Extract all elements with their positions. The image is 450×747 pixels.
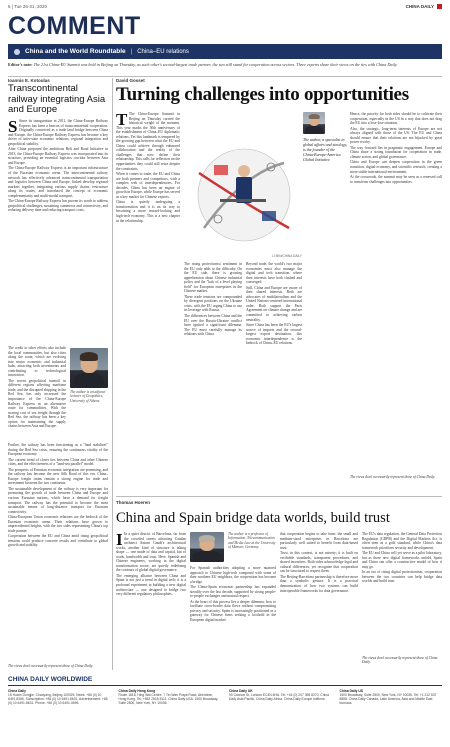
footer-column-name: China Daily Hong Kong xyxy=(118,689,156,693)
divider xyxy=(116,496,442,497)
paragraph: The sustainable development of the railway is very important for promoting the growth of trade between China and Europe and various Eurasian nations, which have a demand for freight transport. The railway has the potential to become the most sustainable means of long-distance transport for Eurasian connectivity. xyxy=(8,486,108,514)
paragraph: The China-Europe Summit in Beijing on Thursday carried the historical weight of the moment. This year marks the 50th anniversary of the establishment of China–EU diplomatic relations. Yet this landmark is tempered by the growing gap between what the EU and China could achieve through enhanced collaboration and the reality of the challenges that now define their relationship. This calls for reflection on the opportunities they could still seize despite the constraints. xyxy=(116,112,180,171)
paragraph: The EU's data regulation, the General Data Protection Regulation (GDPR) and the Digital Markets Act, is often seen as a gold standard, while China's data framework prioritizes security and development. xyxy=(362,532,442,550)
top-bar xyxy=(0,0,450,12)
bottom-col-3 xyxy=(280,532,358,666)
paragraph: At the crossroads, the summit may be seen as a renewed call to transform challenges into opportunities. xyxy=(350,175,442,184)
bottom-col-1 xyxy=(116,532,186,666)
page-date: 6 | Tue 26-31, 2020 xyxy=(8,3,47,9)
paragraph: China and Europe can deepen cooperation in the green transition, digital economy, and scientific research, creating a more stable international environment. xyxy=(350,160,442,174)
main-col-3 xyxy=(246,262,302,492)
banner-subtitle: China–EU relations xyxy=(137,48,189,55)
author-caption: The author is an adjunct lecturer of Geopolitics, University of Athens. xyxy=(70,390,106,403)
paragraph: The credit to other efforts also include the local communities, but also cities along the route, which are evolving into major economic and industrial hubs, attracting both investments and contributing to technological innovation. xyxy=(8,346,66,378)
bottom-headline: China and Spain bridge data worlds, build trust xyxy=(116,510,390,526)
footer-title: CHINA DAILY WORLDWIDE xyxy=(8,676,442,686)
masthead-footer xyxy=(8,676,442,705)
paragraph: Still, China and Europe are aware of their shared interests. Both are advocates of multilateralism and the United Nations-centered international order. Both support the Paris Agreement on climate change and are committed to achieving carbon neutrality. xyxy=(246,285,302,322)
main-col-2 xyxy=(184,262,242,492)
paragraph: The China-Europe Railway Express has proven its worth to address geopolitical challenges, sustaining commerce and connectivity, and reducing delivery time and reducing transport costs. xyxy=(8,199,108,213)
paragraph: The emerging alliance between China and Spain is not just a trend in digital tech; it is a profound experiment in building a new digital architecture — one designed to bridge two very different regulatory philosophies. xyxy=(116,573,186,597)
footer-column xyxy=(8,689,111,705)
drop-cap: S xyxy=(8,119,18,136)
paragraph: China is quietly undergoing a transformation and it is on its way to becoming a more inward-looking and high-tech economy. This is a new chapter in the relationship. xyxy=(116,200,180,223)
paragraph: Since China has been the EU's largest source of imports and the second-largest export destination, this economic interdependence is the bedrock of China–EU relations. xyxy=(246,323,302,346)
left-author: Ioannis E. Kotoulas xyxy=(8,78,50,83)
paragraph: The differences between China and the EU over the Russia-Ukraine conflict have ignited a significant dilemma. The EU must carefully manage its relations with China. xyxy=(184,314,242,337)
paragraph: Cooperation between the EU and China amid rising geopolitical tensions could produce concrete results and contribute to global growth and stability. xyxy=(8,534,108,548)
bottom-author: Thomas Hoeren xyxy=(116,500,151,505)
footer-column-text: 15 Huixin Dongjie, Chaoyang, Beijing 100029. News: +86 (0) 10 6491-8366. Subscription: +86 (0) 10 6491-8631. Advertisement: +86 (0) 10 6491-8631. Phone: +86 (0) 10 6491-0695. xyxy=(8,693,108,706)
bottom-col-2 xyxy=(190,566,276,666)
left-article-body-3 xyxy=(8,443,108,663)
left-article-body xyxy=(8,119,108,344)
divider xyxy=(8,76,442,77)
paragraph: These trade tensions are compounded by divergent positions on the Ukraine crisis, with the EU urging China to use its leverage with Russia. xyxy=(184,294,242,313)
section-title: COMMENT xyxy=(8,12,141,40)
top-bar-right xyxy=(406,4,442,9)
illustration-credit: LI MIN/CHINA DAILY xyxy=(272,254,302,258)
paragraph: that cooperation begins to take form: the small and medium-sized enterprises in Barcelona are particularly well suited to benefit from data-based trust. xyxy=(280,532,358,550)
paragraph: After China proposed the ambitious Belt and Road Initiative in 2013, the China-Europe Railway Express was incorporated into its structure, providing an essential logistics corridor between Asia and Europe. xyxy=(8,147,108,165)
footer-column-text: 1500 Broadway, Suite 2800, New York, NY 10036. Tel: +1 212 537 8888. China Daily Canada, Latin America, Asia and Middle East bureaus. xyxy=(339,693,437,706)
paragraph: Hence, the priority for both sides should be to cultivate their cooperation, especially in the US in a way that does not drag the EU into a lose-lose situation. xyxy=(350,112,442,126)
left-article-body-2 xyxy=(8,346,66,441)
illustration-svg xyxy=(184,133,302,252)
footer-column xyxy=(229,689,332,705)
paragraph: Trust, in this context, is not naivety; it is built on verifiable standards, transparent procedures, and shared incentives. Both sides acknowledge legal and cultural differences, yet recognize that cooperation can be structured to respect them. xyxy=(280,551,358,574)
footer-column-text: 90 Cannon St, London EC4N 6HA. Tel: +44 (0) 207 398 8270. China Daily Asia Pacific, China Daily Africa, China Daily Europe editions. xyxy=(229,693,329,702)
footer-column-text: Room 1818, Hing Wai Centre, 7 Tin Wan Praya Road, Aberdeen, Hong Kong. Tel: +852 2518-5111. China Daily USA: 1500 Broadway, Suite 2800, New York, NY 10036. xyxy=(118,693,219,706)
paragraph: In an era of rising digital protectionism, cooperation between the two countries can help bridge data worlds and build trust. xyxy=(362,570,442,584)
banner-title: China and the World Roundtable xyxy=(25,48,126,55)
drop-cap: T xyxy=(116,112,128,129)
author-photo xyxy=(303,112,325,134)
footer-column xyxy=(119,689,222,705)
bottom-col-4 xyxy=(362,532,442,654)
editor-note-label: Editor's note: xyxy=(8,62,33,67)
main-author: David Gosset xyxy=(116,78,145,83)
paragraph: The recent geopolitical turmoil in different regions affecting maritime trade, and the disrupted shipping in the Red Sea, has only increased the importance of the China-Europe Railway Express as an alternative route for commodities. With the soaring cost of sea freight through the Red Sea, the railway has been a key option for maintaining the supply chains between Asia and Europe. xyxy=(8,378,66,429)
paragraph: China-European Union economic relations are the bedrock of the Eurasian economic arena. Their relations have grown to unprecedented heights, with the two sides representing China's top trade partner. xyxy=(8,515,108,533)
left-headline: Transcontinental railway integrating Asia and Europe xyxy=(8,83,106,115)
paragraph: The rising protectionist sentiment in the EU only adds to the difficulty. On the EU side, there is growing apprehension about Chinese industrial policy and the "lack of a level playing field" for European enterprises in the Chinese market. xyxy=(184,262,242,294)
main-col-1 xyxy=(116,112,180,492)
paragraph: The way forward lies in pragmatic engagement. Europe and China share a strong foundation for cooperation in trade, climate action, and global governance. xyxy=(350,145,442,159)
main-disclaimer: The views don't necessarily represent those of China Daily. xyxy=(350,475,436,479)
paragraph: Further, the railway has been functioning as a "land stabilizer" during the Red Sea crisis, ensuring the continuous vitality of the European economy. xyxy=(8,443,108,457)
roundtable-banner xyxy=(8,44,442,59)
crossroads-illustration xyxy=(184,133,302,252)
paragraph: In a quiet district of Barcelona, far from the crowded streets attracting Catalan architect Antoni Gaudí's architectural works, another kind of structure is taking shape — one made of data and capital, but of roads, bandwidth and trust. Here, Spanish and Chinese engineers, working in the digital transformation sector, are quietly redefining the contours of global digital governance. xyxy=(116,532,186,573)
globe-icon xyxy=(14,49,20,55)
author-photo xyxy=(70,348,108,388)
footer-column xyxy=(340,689,443,705)
editor-note xyxy=(8,62,442,67)
footer-columns xyxy=(8,689,442,705)
flag-icon xyxy=(437,4,442,9)
editor-note-text: The 21st China-EU Summit was held in Beijing on Thursday, as such other's second-largest trade partner, the two still stand for cooperation across sectors. Three experts share their views on the ties with China Daily. xyxy=(32,62,398,67)
paragraph: Also, the strategic, long-term interests of Europe are not always aligned with those of the US. The EU and China should ensure that their relations are not hijacked by great power rivalry. xyxy=(350,126,442,145)
paragraph: The Beijing-Barcelona partnership is therefore more than a symbolic gesture. It is a practical demonstration of how two systems can build interoperable frameworks for data governance. xyxy=(280,574,358,593)
footer-column-name: China Daily US xyxy=(339,689,363,693)
bottom-disclaimer: The views don't necessarily represent those of China Daily. xyxy=(362,656,438,665)
column-rule xyxy=(112,78,113,670)
main-author-caption: The author, a specialist in global affairs and sinology, is the founder of the China-Europe-America Global Initiative. xyxy=(303,137,348,162)
paragraph: The current trend of closer ties between China and other Chinese cities, and the effectiveness of a "land-sea parallel" model. xyxy=(8,457,108,467)
main-headline: Turning challenges into opportunities xyxy=(116,84,409,105)
paragraph: The China-Spain economic partnership has expanded steadily over the last decade, supported by strong people-to-people exchanges and mutual respect. xyxy=(190,585,276,599)
footer-column-name: China Daily UK xyxy=(229,689,253,693)
paragraph: The China-Europe Railway Express is an important infrastructure of the Eurasian economic arena. The intercontinental railway network has effectively advanced transcontinental transportation and logistics between China and Europe, linked develop regional markets together, integrating various supply chains, restructure along its routes, and introduced the concept of economic complementarity and multi-modal transport. xyxy=(8,166,108,198)
paragraph: The EU and China will yet serve as a pilot laboratory, but as these new digital frameworks unfold, Spain and China can offer a constructive model of how it may go. xyxy=(362,551,442,569)
banner-separator: | xyxy=(130,48,133,55)
main-col-4 xyxy=(350,112,442,472)
paragraph: Since its inauguration in 2011, the China-Europe Railway Express has been a beacon of transcontinental cooperation. Originally conceived as a trade land bridge between China and Europe, the China-Europe Railway Express has become a key driver of inter-state economic relations, regional integration and geopolitical stability. xyxy=(8,119,108,146)
brand-label: CHINA DAILY xyxy=(405,3,434,9)
paragraph: The prospects of Eurasian economic integration are promising, and the railway has become the new Silk Road of this era. China–Europe freight trains remain a strong engine for trade and investment between the two continents. xyxy=(8,467,108,486)
drop-cap: I xyxy=(116,532,123,549)
paragraph: Beyond trade, the world's two major economies must also manage the digital and tech transition, where their interests have both clashed and converged. xyxy=(246,262,302,285)
left-disclaimer: The views don't necessarily represent those of China Daily. xyxy=(8,664,94,668)
author-photo xyxy=(190,532,224,562)
paragraph: When it comes to trade, the EU and China are both partners and competitors, with a complex web of interdependencies. For decades, China has been an engine of growth in Europe, while Europe has served as a key market for Chinese exports. xyxy=(116,172,180,199)
paragraph: For Spanish authorities adopting a more nuanced approach to Chinese high-tech compared with some of their northern EU neighbors, the cooperation has become a bridge. xyxy=(190,566,276,584)
footer-column-name: China Daily xyxy=(8,689,26,693)
bottom-author-caption: The author is a professor of Information, Telecommunication and Media Law at the University of Münster, Germany. xyxy=(228,532,276,550)
paragraph: At the heart of this process lies a deeper dilemma: how to facilitate cross-border data flows without compromising privacy and security. Spain is increasingly positioned as a gateway for Chinese firms seeking a foothold in the European digital market. xyxy=(190,599,276,623)
